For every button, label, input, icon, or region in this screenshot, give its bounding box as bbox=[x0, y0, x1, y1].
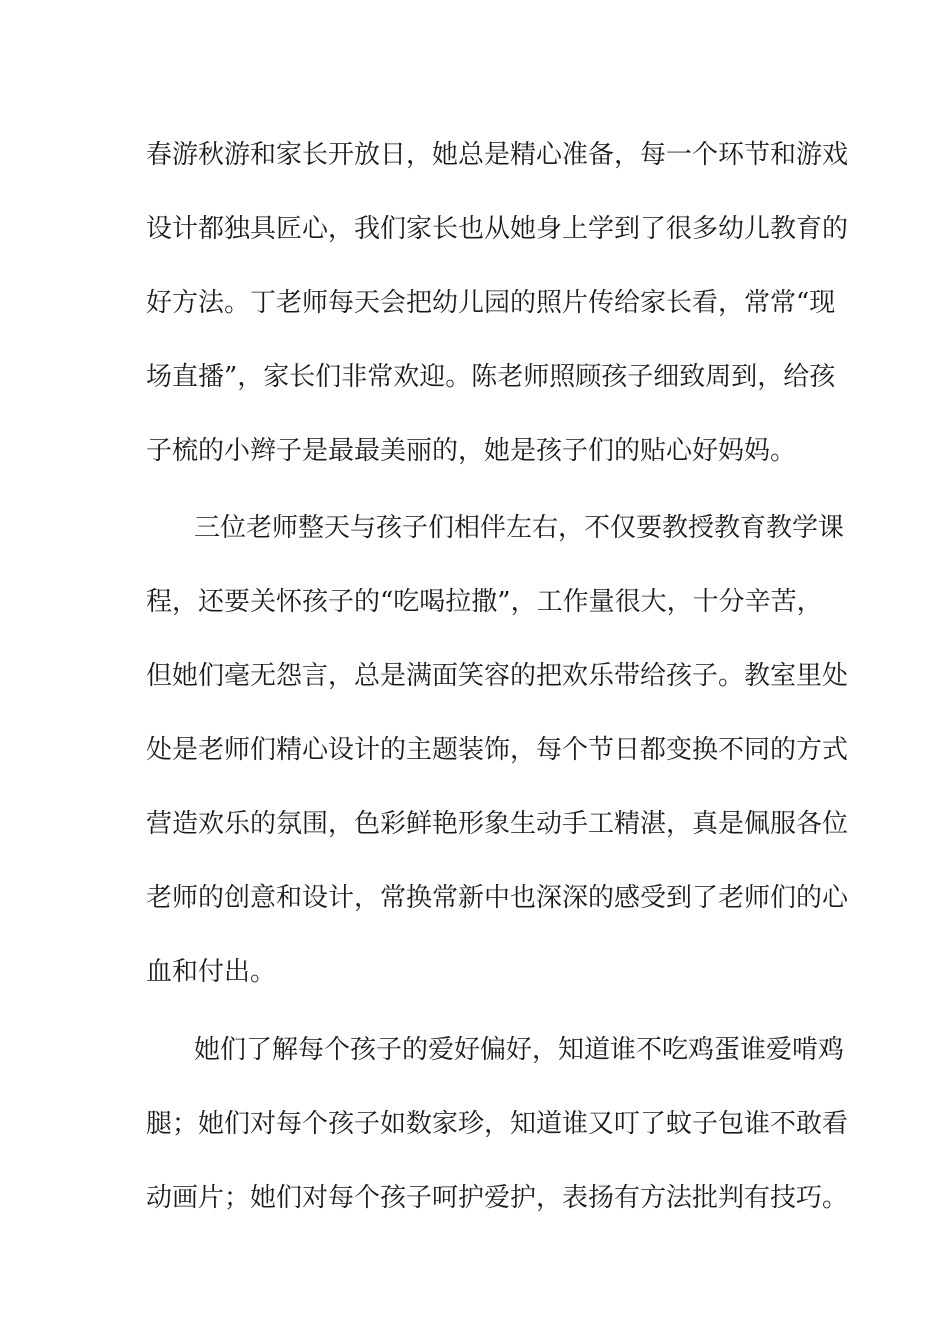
text-line-9: 处是老师们精心设计的主题装饰，每个节日都变换不同的方式 bbox=[146, 735, 849, 765]
text-line-2: 设计都独具匠心，我们家长也从她身上学到了很多幼儿教育的 bbox=[146, 214, 849, 244]
text-line-10: 营造欢乐的氛围，色彩鲜艳形象生动手工精湛，真是佩服各位 bbox=[146, 809, 849, 839]
text-line-3: 好方法。丁老师每天会把幼儿园的照片传给家长看，常常“现 bbox=[146, 288, 836, 318]
text-line-14: 腿；她们对每个孩子如数家珍，知道谁又叮了蚊子包谁不敢看 bbox=[146, 1109, 849, 1139]
text-line-4: 场直播”，家长们非常欢迎。陈老师照顾孩子细致周到，给孩 bbox=[146, 362, 836, 392]
text-line-8: 但她们毫无怨言，总是满面笑容的把欢乐带给孩子。教室里处 bbox=[146, 661, 849, 691]
text-line-1: 春游秋游和家长开放日，她总是精心准备，每一个环节和游戏 bbox=[146, 140, 849, 170]
text-line-15: 动画片；她们对每个孩子呵护爱护，表扬有方法批判有技巧。 bbox=[146, 1183, 849, 1213]
text-line-6: 三位老师整天与孩子们相伴左右，不仅要教授教育教学课 bbox=[194, 513, 845, 543]
text-line-12: 血和付出。 bbox=[146, 957, 277, 987]
text-line-5: 子梳的小辫子是最最美丽的，她是孩子们的贴心好妈妈。 bbox=[146, 436, 797, 466]
text-line-11: 老师的创意和设计，常换常新中也深深的感受到了老师们的心 bbox=[146, 883, 849, 913]
text-line-7: 程，还要关怀孩子的“吃喝拉撒”，工作量很大，十分辛苦， bbox=[146, 587, 823, 617]
text-line-13: 她们了解每个孩子的爱好偏好，知道谁不吃鸡蛋谁爱啃鸡 bbox=[194, 1035, 845, 1065]
